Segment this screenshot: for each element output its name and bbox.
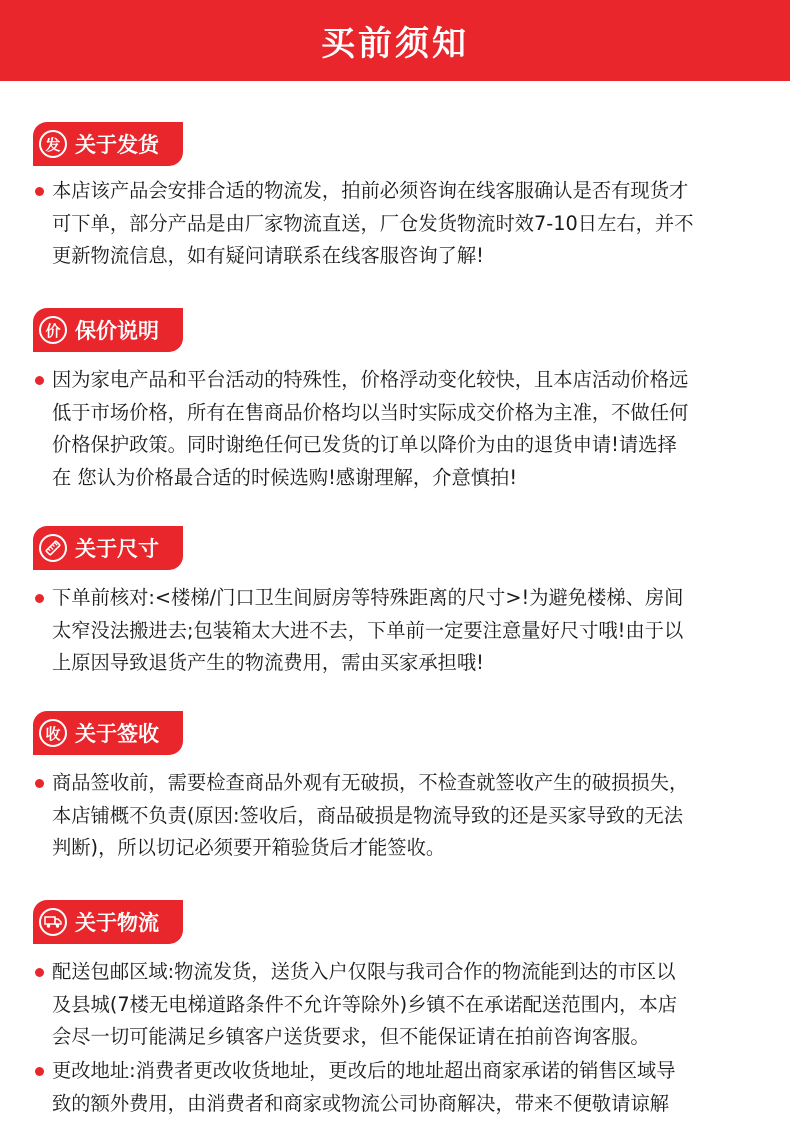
truck-icon (39, 908, 67, 936)
price-protection-paragraph: 因为家电产品和平台活动的特殊性，价格浮动变化较快，且本店活动价格远 低于市场价格，所有在售商品价格均以当时实际成交价格为主准，不做任何 价格保护政策。同时谢绝任何已发货的订单以降价为由的退货申请!请选择 在 您认为价格最合适的时候选购!感谢理解，介意慎拍! (52, 364, 762, 494)
receipt-paragraph: 商品签收前，需要检查商品外观有无破损，不检查就签收产生的破损损失， 本店铺概不负责(原因:签收后，商品破损是物流导致的还是买家导致的无法 判断)，所以切记必须要开箱验货后才能签收。 (52, 767, 762, 865)
section-tab-receipt (33, 711, 183, 755)
section-tab-price-protection (33, 308, 183, 352)
receipt-badge-icon: 收 (39, 719, 67, 747)
shipping-badge-icon: 发 (39, 130, 67, 158)
section-title: 保价说明 (75, 319, 159, 343)
section-tab-logistics (33, 900, 183, 944)
price-badge-icon: 价 (39, 316, 67, 344)
section-tab-shipping (33, 122, 183, 166)
page-header (0, 0, 790, 81)
section-title: 关于尺寸 (75, 537, 159, 561)
logistics-delivery-paragraph: 配送包邮区域:物流发货，送货入户仅限与我司合作的物流能到达的市区以 及县城(7楼无电梯道路条件不允许等除外)乡镇不在承诺配送范围内，本店 会尽一切可能满足乡镇客户送货要求，但不能保证请在拍前咨询客服。 (52, 956, 762, 1054)
section-title: 关于发货 (75, 133, 159, 157)
page-title: 买前须知 (321, 24, 469, 64)
logistics-address-paragraph: 更改地址:消费者更改收货地址，更改后的地址超出商家承诺的销售区域导 致的额外费用，由消费者和商家或物流公司协商解决，带来不便敬请谅解 (52, 1055, 762, 1120)
section-tab-size (33, 526, 183, 570)
ruler-icon (39, 534, 67, 562)
section-title: 关于签收 (75, 722, 159, 746)
shipping-paragraph: 本店该产品会安排合适的物流发，拍前必须咨询在线客服确认是否有现货才 可下单，部分产品是由厂家物流直送，厂仓发货物流时效7-10日左右，并不 更新物流信息，如有疑问请联系在线客服咨询了解! (52, 175, 762, 273)
section-title: 关于物流 (75, 911, 159, 935)
size-paragraph: 下单前核对:<楼梯/门口卫生间厨房等特殊距离的尺寸>!为避免楼梯、房间 太窄没法搬进去;包装箱太大进不去，下单前一定要注意量好尺寸哦!由于以 上原因导致退货产生的物流费用，需由买家承担哦! (52, 582, 762, 680)
